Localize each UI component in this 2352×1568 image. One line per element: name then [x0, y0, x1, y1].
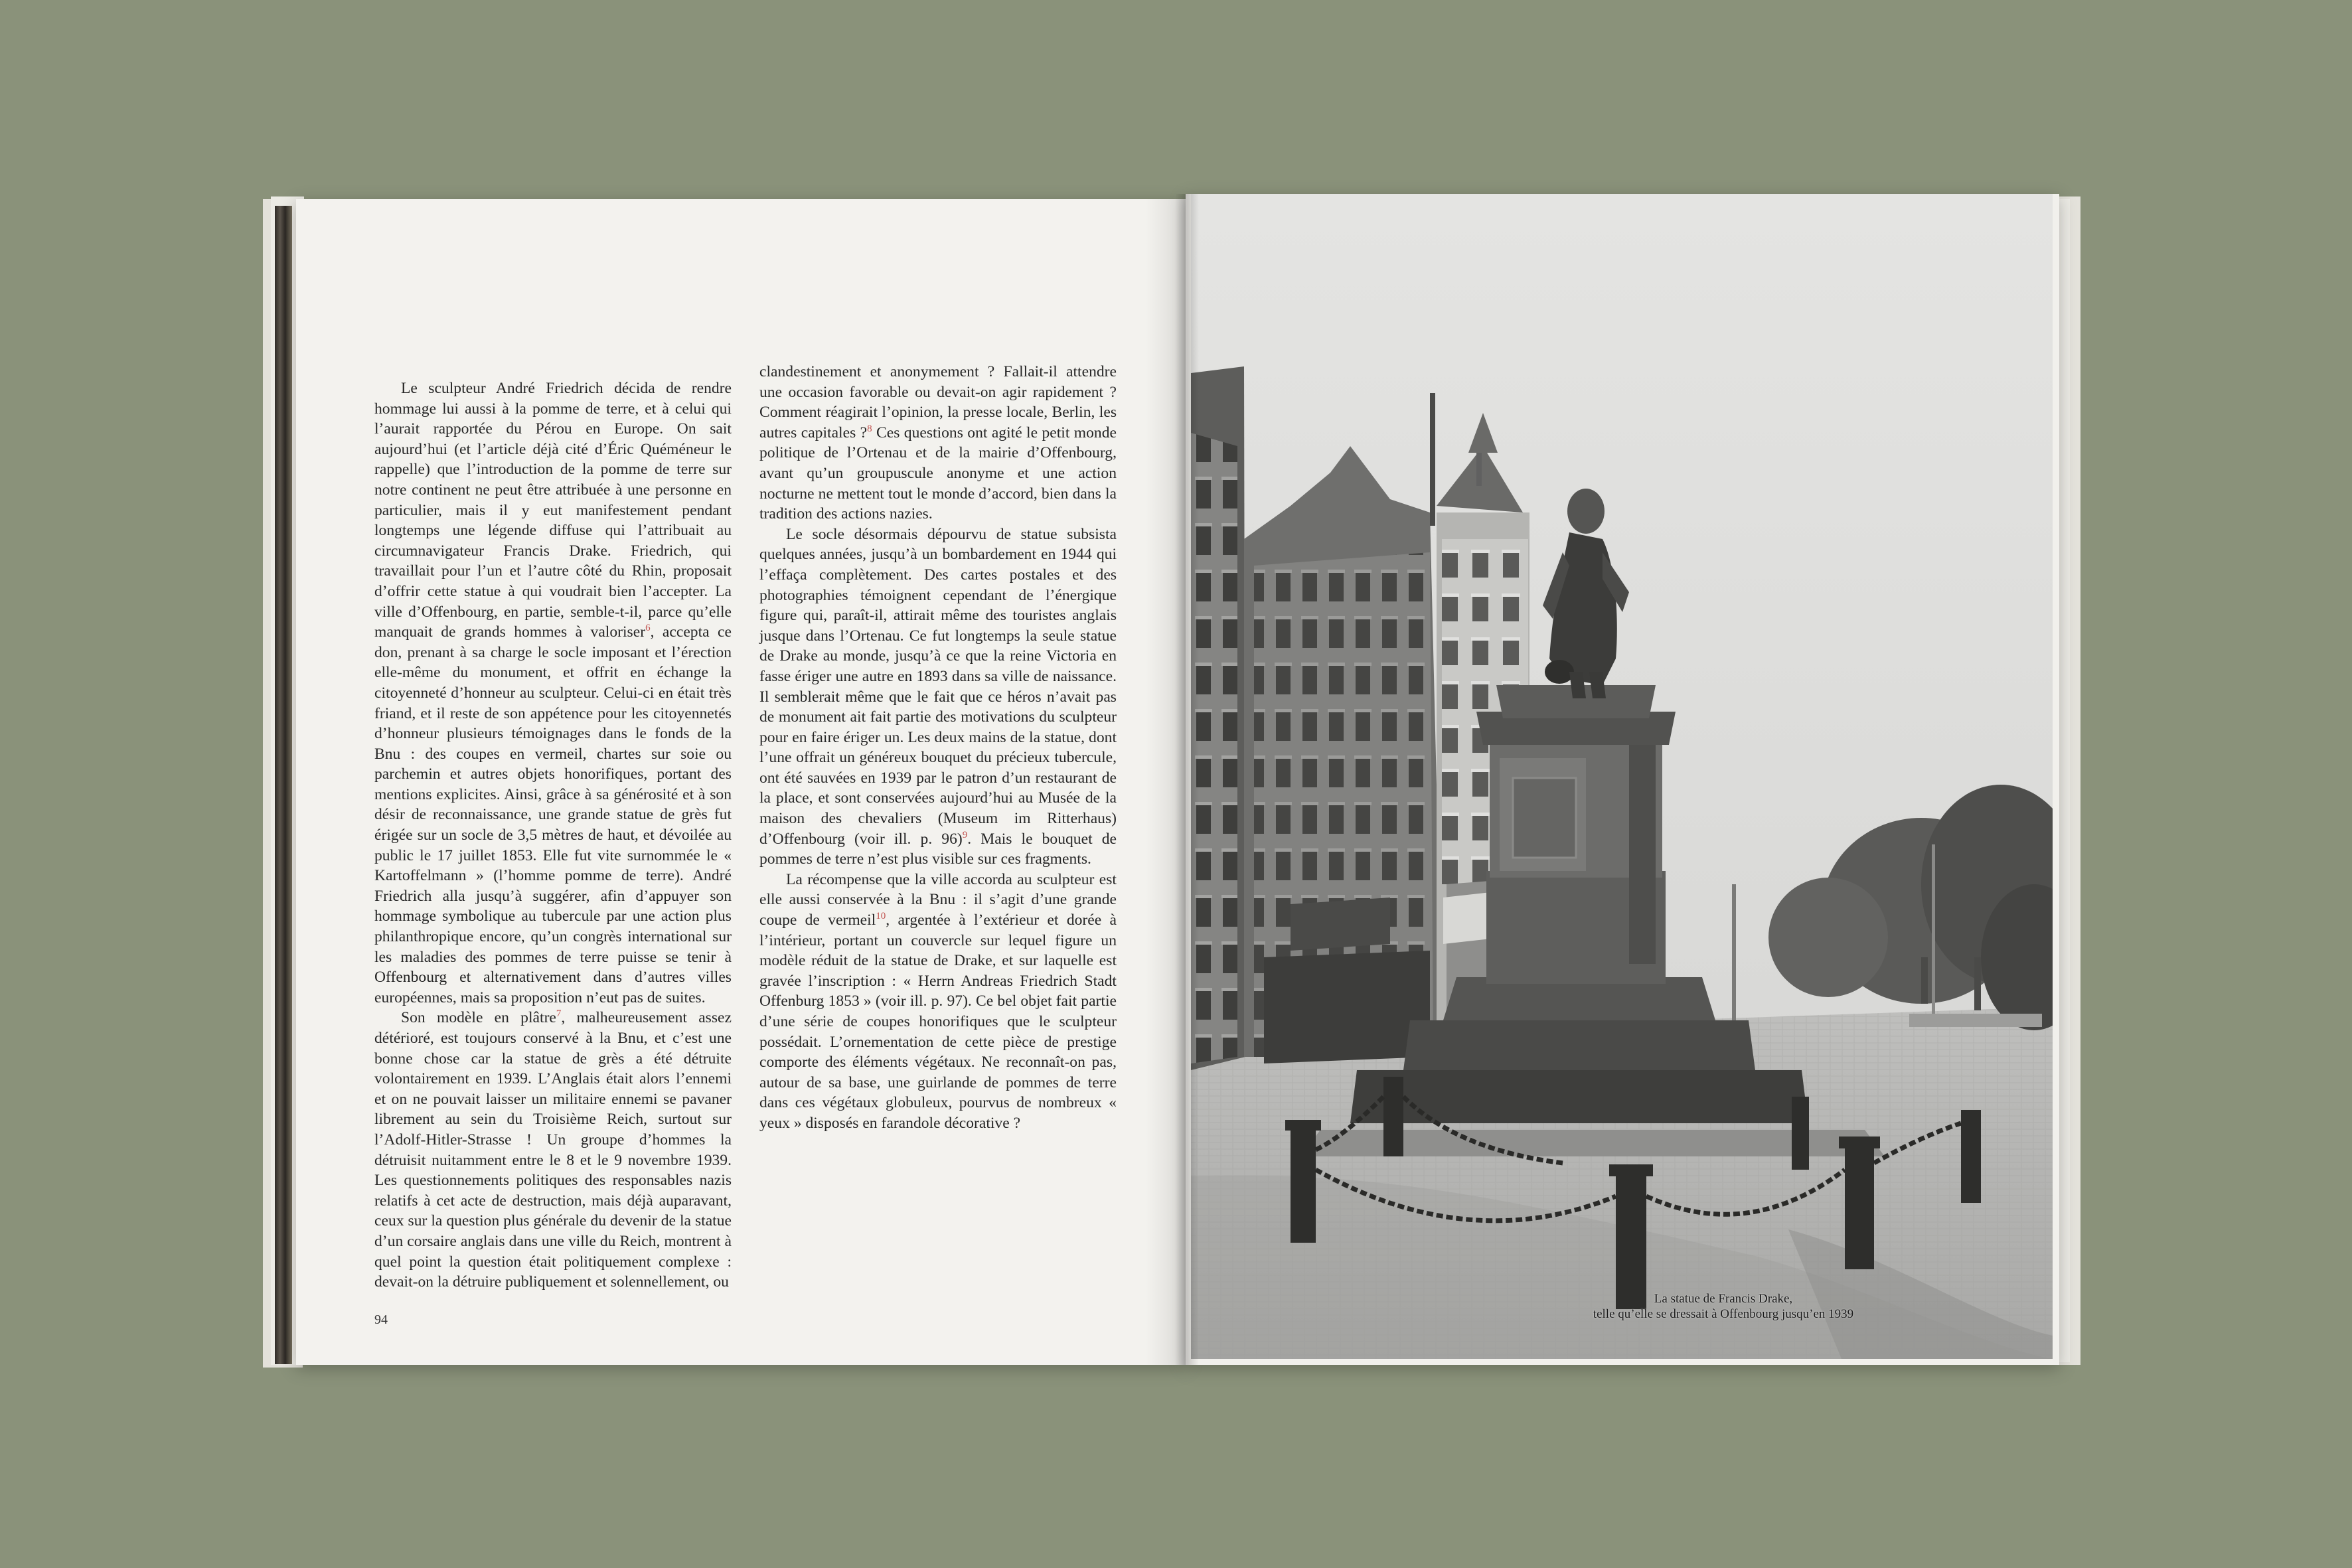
paragraph-text: , argentée à l’extérieur et dorée à l’intérieur, portant un couvercle sur lequel figure un modèle réduit de la statue de Drake, et sur laquelle est gravée l’inscription : « Herrn Andreas Friedrich Stadt Offenburg 1853 » (voir ill. p. 97). Ce bel objet fait partie d’une série de coupes honorifiques que le sculpteur possédait. L’ornementation de cette pièce de prestige comporte des éléments végétaux. Ne reconnaît-on pas, autour de sa base, une guirlande de pommes de terre dans ces végétaux globuleux, pourvus de nombreux « yeux » disposés en farandole décorative ? — [759, 911, 1117, 1132]
paragraph-text: , accepta ce don, prenant à sa charge le socle imposant et l’érection elle-même du monument, et offrit en échange la citoyenneté d’honneur au sculpteur. Celui-ci en était très friand, et il reste de son appétence pour les citoyennetés d’honneur plusieurs témoignages dans le fonds de la Bnu : des coupes en vermeil, chartes sur soie ou parchemin et autres objets honorifiques, portant des mentions explicites. Ainsi, grâce à sa générosité et à son désir de reconnaissance, une grande statue de grès fut érigée sur un socle de 3,5 mètres de haut, et dévoilée au public le 17 juillet 1853. Elle fut vite surnommée le « Kartoffelmann » (l’homme pomme de terre). André Friedrich alla jusqu’à suggérer, afin d’appuyer son hommage symbolique au tubercule par une action plus philanthropique encore, qu’un congrès international sur les maladies des pommes de terre puisse se tenir à Offenbourg et alternativement dans d’autres villes européennes, mais sa proposition n’eut pas de suites. — [374, 623, 732, 1006]
paragraph-text: clandestinement et anonymement ? Fallait-il attendre une occasion favorable ou devait-on agir rapidement ? Comment réagirait l’opinion, la presse locale, Berlin, les autres capitales ? — [759, 363, 1117, 441]
paragraph — [374, 378, 732, 1008]
left-page — [296, 199, 1186, 1365]
paragraph — [759, 870, 1117, 1134]
book-gutter — [1175, 194, 1199, 1365]
footnote-marker: 8 — [867, 423, 872, 434]
paragraph-text: La récompense que la ville accorda au sculpteur est elle aussi conservée à la Bnu : il s’agit d’une grande coupe de vermeil — [759, 870, 1117, 929]
photo-caption-line-2: telle qu’elle se dressait à Offenbourg jusqu’en 1939 — [1593, 1307, 1854, 1321]
paragraph — [759, 524, 1117, 870]
paragraph-text: Le socle désormais dépourvu de statue subsista quelques années, jusqu’à un bombardement en 1944 qui l’effaça complètement. Des cartes postales et des photographies témoignent cependant de l’énergique figure qui, paraît-il, attirait même des touristes anglais jusque dans l’Ortenau. Ce fut longtemps la seule statue de Drake au monde, jusqu’à ce que la reine Victoria en fasse ériger une autre en 1893 dans sa ville de naissance. Il semblerait même que le fait que ce héros n’avait pas de monument ait fait partie des motivations du sculpteur pour en faire ériger un. Les deux mains de la statue, dont l’une offrait un généreux bouquet du précieux tubercule, ont été sauvées en 1939 par le patron d’un restaurant de la place, et sont conservées aujourd’hui au Musée de la maison des chevaliers (Museum im Ritterhaus) d’Offenbourg (voir ill. p. 96) — [759, 525, 1117, 848]
text-column-2 — [759, 362, 1117, 1134]
paragraph-text: Le sculpteur André Friedrich décida de rendre hommage lui aussi à la pomme de terre, et à celui qui l’aurait rapportée du Pérou en Europe. On sait aujourd’hui (et l’article déjà cité d’Éric Quéméneur le rappelle) que l’introduction de la pomme de terre sur notre continent ne peut être attribuée à une personne en particulier, mais il y eut manifestement pendant longtemps une légende diffuse qui l’attribuait au circumnavigateur Francis Drake. Friedrich, qui travaillait pour l’un et l’autre côté du Rhin, proposait d’offrir cette statue à qui voudrait bien l’accepter. La ville d’Offenbourg, en partie, semble-t-il, parce qu’elle manquait de grands hommes à valoriser — [374, 380, 732, 641]
text-column-1 — [374, 378, 732, 1293]
footnote-marker: 7 — [556, 1008, 562, 1020]
page-number: 94 — [374, 1312, 388, 1327]
statue-photograph — [1191, 194, 2053, 1359]
footnote-marker: 10 — [876, 911, 886, 922]
right-page — [1186, 194, 2059, 1365]
paragraph-text: Ces questions ont agité le petit monde politique de l’Ortenau et de la mairie d’Offenbourg, avant qu’un groupuscule anonyme et une action nocturne ne mettent tout le monde d’accord, bien dans la tradition des actions nazies. — [759, 424, 1117, 523]
footnote-marker: 9 — [962, 829, 968, 840]
paragraph — [374, 1008, 732, 1292]
paragraph — [759, 362, 1117, 524]
marbled-cover-edge — [275, 206, 292, 1364]
photo-caption-line-1: La statue de Francis Drake, — [1654, 1292, 1793, 1306]
footnote-marker: 6 — [645, 623, 651, 634]
paragraph-text: . Mais le bouquet de pommes de terre n’est plus visible sur ces fragments. — [759, 830, 1117, 868]
paragraph-text: Son modèle en plâtre — [401, 1009, 556, 1027]
paragraph-text: , malheureusement assez détérioré, est toujours conservé à la Bnu, et c’est une bonne chose car la statue de grès a été détruite volontairement en 1939. L’Anglais était alors l’ennemi et on ne pouvait laisser un militaire ennemi se pavaner librement au sein du Troisième Reich, surtout sur l’Adolf-Hitler-Strasse ! Un groupe d’hommes la détruisit nuitamment entre le 8 et le 9 novembre 1939. Les questionnements politiques des responsables nazis relatifs à cet acte de destruction, mais déjà auparavant, ceux sur la question plus générale du devenir de la statue d’un corsaire anglais dans une ville du Reich, montrent à quel point la question était politiquement complexe : devait-on la détruire publiquement et solennellement, ou — [374, 1009, 732, 1291]
